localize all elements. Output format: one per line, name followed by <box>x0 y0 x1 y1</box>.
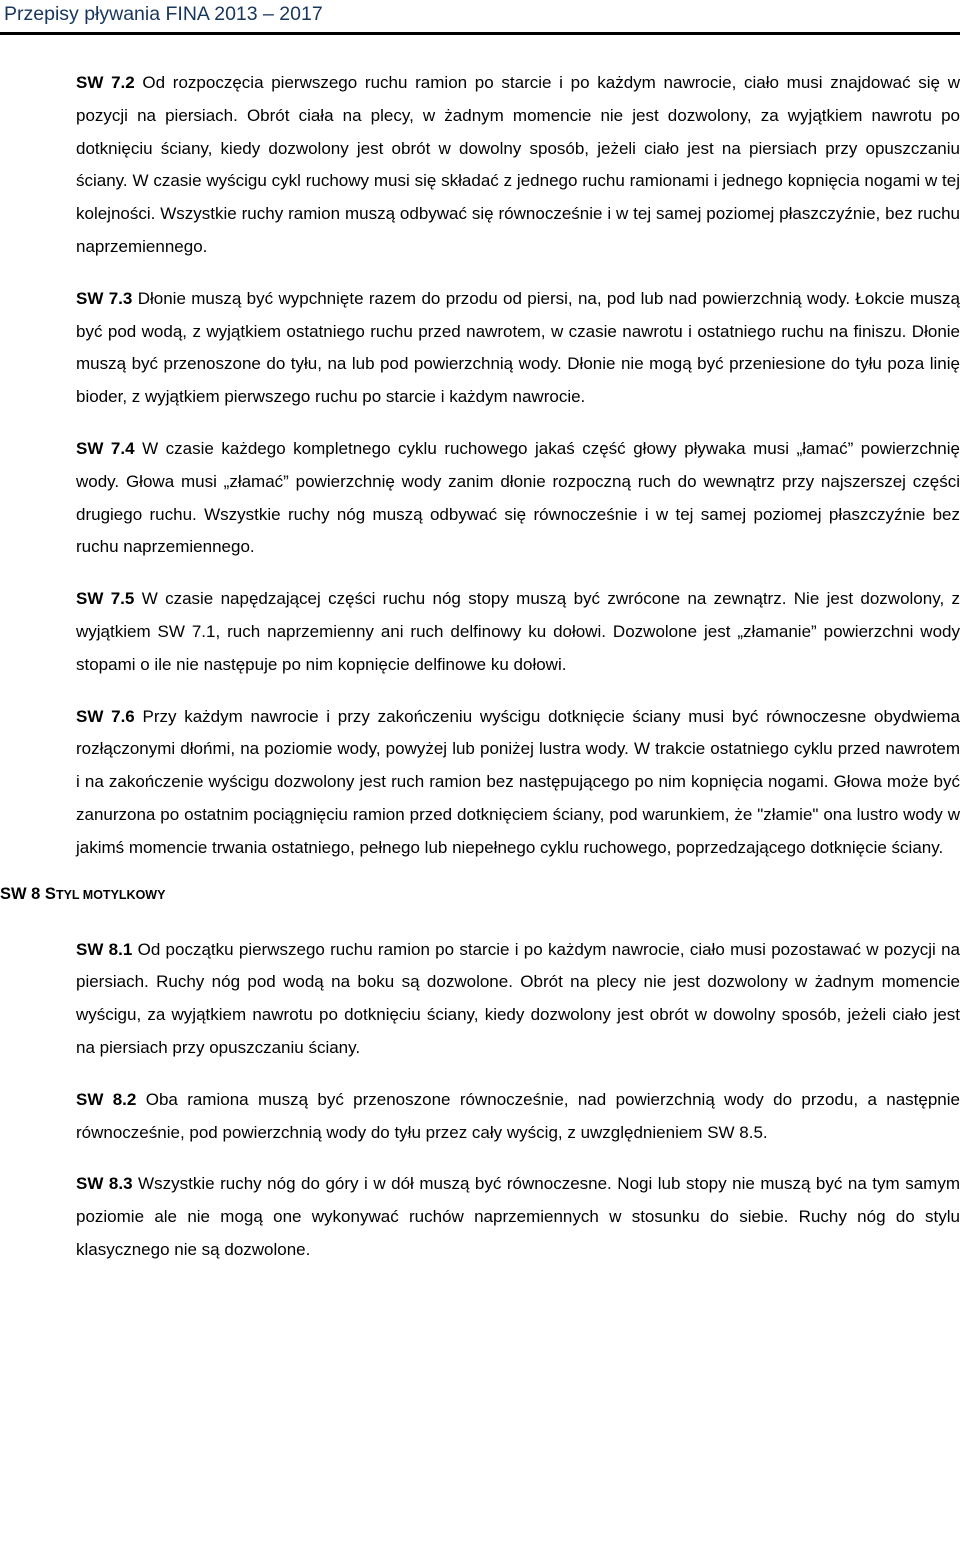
rule-number: 3 <box>122 288 133 308</box>
rule-paragraph-sw-8-2 <box>76 1084 960 1150</box>
rule-text: Oba ramiona muszą być przenoszone równocześnie, nad powierzchnią wody do przodu, a następnie równocześnie, pod powierzchnią wody do tyłu przez cały wyścig, z uwzględnieniem SW 8.5. <box>76 1089 960 1142</box>
rule-text: W czasie każdego kompletnego cyklu ruchowego jakaś część głowy pływaka musi „łamać” powierzchnię wody. Głowa musi „złamać” powierzchnię wody zanim dłonie rozpoczną ruch do wewnątrz przy najszerszej części drugiego ruchu. Wszystkie ruchy nóg muszą odbywać się równocześnie i w tej samej poziomej płaszczyźnie bez ruchu naprzemiennego. <box>76 438 960 557</box>
rule-text: Wszystkie ruchy nóg do góry i w dół muszą być równoczesne. Nogi lub stopy nie muszą być na tym samym poziomie ale nie mogą one wykonywać ruchów naprzemiennych w stosunku do siebie. Ruchy nóg do stylu klasycznego nie są dozwolone. <box>76 1174 960 1259</box>
rule-number: 2 <box>126 1089 137 1109</box>
rule-code: SW 7. <box>76 706 126 726</box>
rule-code: SW 8. <box>76 939 123 959</box>
rule-number: 4 <box>125 438 135 458</box>
rule-code: SW 7. <box>76 288 123 308</box>
section-heading-rest: TYL MOTYLKOWY <box>55 887 166 902</box>
rule-code: SW 7. <box>76 73 126 92</box>
rule-number: 1 <box>122 939 133 959</box>
rule-text: Od rozpoczęcia pierwszego ruchu ramion po starcie i po każdym nawrocie, ciało musi znajdować się w pozycji na piersiach. Obrót ciała na plecy, w żadnym momencie nie jest dozwolony, za wyjątkiem nawrotu po dotknięciu ściany, kiedy dozwolony jest obrót w dowolny sposób, jeżeli ciało jest na piersiach przy opuszczaniu ściany. W czasie wyścigu cykl ruchowy musi się składać z jednego ruchu ramionami i jednego kopnięcia nogami w tej kolejności. Wszystkie ruchy ramion muszą odbywać się równocześnie i w tej samej poziomej płaszczyźnie, bez ruchu naprzemiennego. <box>76 73 960 256</box>
rule-paragraph-sw-7-6 <box>76 701 960 865</box>
document-title: Przepisy pływania FINA 2013 – 2017 <box>4 3 323 25</box>
rule-number: 5 <box>124 589 135 609</box>
rule-number: 3 <box>123 1174 133 1194</box>
rule-code: SW 7. <box>76 589 125 609</box>
rule-paragraph-sw-7-4 <box>76 433 960 564</box>
rule-text: W czasie napędzającej części ruchu nóg stopy muszą być zwrócone na zewnątrz. Nie jest dozwolony, z wyjątkiem SW 7.1, ruch naprzemienny ani ruch delfinowy ku dołowi. Dozwolone jest „złamanie” powierzchni wody stopami o ile nie następuje po nim kopnięcie delfinowe ku dołowi. <box>76 589 960 674</box>
rule-paragraph-sw-8-1 <box>76 934 960 1065</box>
rule-number: 2 <box>125 73 135 92</box>
rule-number: 6 <box>125 706 135 726</box>
rule-text: Przy każdym nawrocie i przy zakończeniu wyścigu dotknięcie ściany musi być równoczesne obydwiema rozłączonymi dłońmi, na poziomie wody, powyżej lub poniżej lustra wody. W trakcie ostatniego cyklu przed nawrotem i na zakończenie wyścigu dozwolony jest ruch ramion bez następującego po nim kopnięcia nogami. Głowa może być zanurzona po ostatnim pociągnięciu ramion przed dotknięciem ściany, pod warunkiem, że "złamie" ona lustro wody w jakimś momencie trwania ostatniego, pełnego lub niepełnego cyklu ruchowego, poprzedzającego dotknięcie ściany. <box>76 706 960 857</box>
section-heading-prefix: SW 8 S <box>0 884 56 903</box>
rule-paragraph-sw-7-3 <box>76 283 960 414</box>
page-header <box>0 0 960 34</box>
rule-code: SW 7. <box>76 438 126 458</box>
rule-paragraph-sw-7-5 <box>76 583 960 681</box>
rule-text: Dłonie muszą być wypchnięte razem do przodu od piersi, na, pod lub nad powierzchnią wody. Łokcie muszą być pod wodą, z wyjątkiem ostatniego ruchu przed nawrotem, w czasie nawrotu i ostatniego ruchu na finiszu. Dłonie muszą być przenoszone do tyłu, na lub pod powierzchnią wody. Dłonie nie mogą być przeniesione do tyłu poza linię bioder, z wyjątkiem pierwszego ruchu po starcie i każdym nawrocie. <box>76 288 960 407</box>
header-divider <box>0 32 960 35</box>
document-body <box>0 67 960 1286</box>
rule-text: Od początku pierwszego ruchu ramion po starcie i po każdym nawrocie, ciało musi pozostawać w pozycji na piersiach. Ruchy nóg pod wodą na boku są dozwolone. Obrót na plecy nie jest dozwolony w żadnym momencie wyścigu, za wyjątkiem nawrotu po dotknięciu ściany, kiedy dozwolony jest obrót w dowolny sposób, jeżeli ciało jest na piersiach przy opuszczaniu ściany. <box>76 939 960 1057</box>
rule-code: SW 8. <box>76 1089 127 1109</box>
section-heading-sw-8 <box>0 884 884 905</box>
rule-paragraph-sw-8-3 <box>76 1168 960 1266</box>
rule-code: SW 8. <box>76 1174 124 1194</box>
rule-paragraph-sw-7-2 <box>76 67 960 264</box>
